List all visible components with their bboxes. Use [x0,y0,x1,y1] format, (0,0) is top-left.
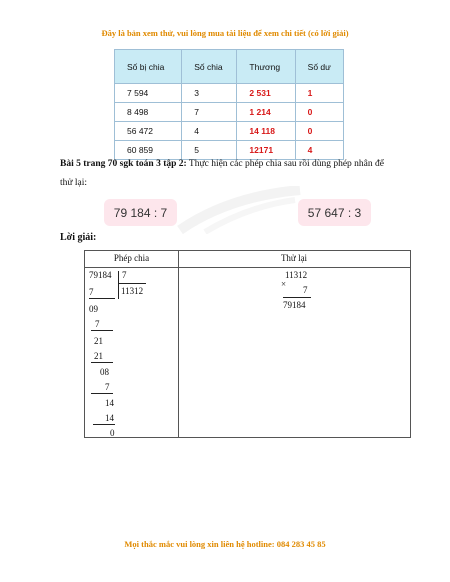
step-3: 7 [95,319,100,329]
header-dividend: Số bị chia [115,50,182,84]
check-underline [283,297,311,298]
step-2: 09 [89,304,98,314]
expression-2: 57 647 : 3 [298,199,371,226]
header-remainder: Số dư [295,50,343,84]
step-underline [91,362,113,363]
cell-dividend: 8 498 [115,103,182,122]
cell-remainder: 0 [295,103,343,122]
cell-divisor: 5 [182,141,237,160]
table-row [115,103,344,122]
expression-1: 79 184 : 7 [104,199,177,226]
cell-dividend: 60 859 [115,141,182,160]
check-multiplicand: 11312 [285,270,308,280]
cell-remainder: 4 [295,141,343,160]
solution-title: Lời giải: [60,232,97,243]
header-quotient: Thương [237,50,295,84]
cell-quotient: 1 214 [237,103,295,122]
step-4: 21 [94,336,103,346]
step-underline [91,330,113,331]
cell-remainder: 0 [295,122,343,141]
header-divisor: Số chia [182,50,237,84]
divisor: 7 [122,270,127,280]
column-divider [178,267,179,438]
check-multiplier: 7 [303,285,308,295]
table-row [115,122,344,141]
dividend: 79184 [89,270,112,280]
step-6: 08 [100,367,109,377]
step-10: 0 [110,428,115,438]
header-check: Thử lại [178,251,410,268]
step-5: 21 [94,351,103,361]
division-bar [118,271,119,299]
multiply-sign-icon: × [281,279,287,289]
cell-quotient: 12171 [237,141,295,160]
results-table [114,49,344,160]
results-header-row [115,50,344,84]
step-underline [91,393,113,394]
cell-dividend: 56 472 [115,122,182,141]
header-division: Phép chia [85,251,179,268]
task-title: Bài 5 trang 70 sgk toán 3 tập 2: [60,159,187,169]
cell-divisor: 3 [182,84,237,103]
work-table [84,250,411,438]
step-underline [89,298,115,299]
cell-divisor: 7 [182,103,237,122]
cell-divisor: 4 [182,122,237,141]
cell-quotient: 2 531 [237,84,295,103]
cell-dividend: 7 594 [115,84,182,103]
step-8: 14 [105,398,114,408]
step-1: 7 [89,287,94,297]
decorative-swoosh-icon [175,186,305,234]
table-row [115,84,344,103]
hotline-notice: Mọi thắc mắc vui lòng xin liên hệ hotline: 084 283 45 85 [124,539,326,549]
check-result: 79184 [283,300,306,310]
divisor-underline [118,283,146,284]
step-underline [93,424,115,425]
step-7: 7 [105,382,110,392]
step-9: 14 [105,413,114,423]
task-text: Thực hiện các phép chia sau rồi dùng phép nhân để thử lại: [60,159,384,188]
quotient: 11312 [121,286,144,296]
cell-remainder: 1 [295,84,343,103]
cell-quotient: 14 118 [237,122,295,141]
preview-notice: Đây là bản xem thử, vui lòng mua tài liệu để xem chi tiết (có lời giải) [101,28,349,38]
